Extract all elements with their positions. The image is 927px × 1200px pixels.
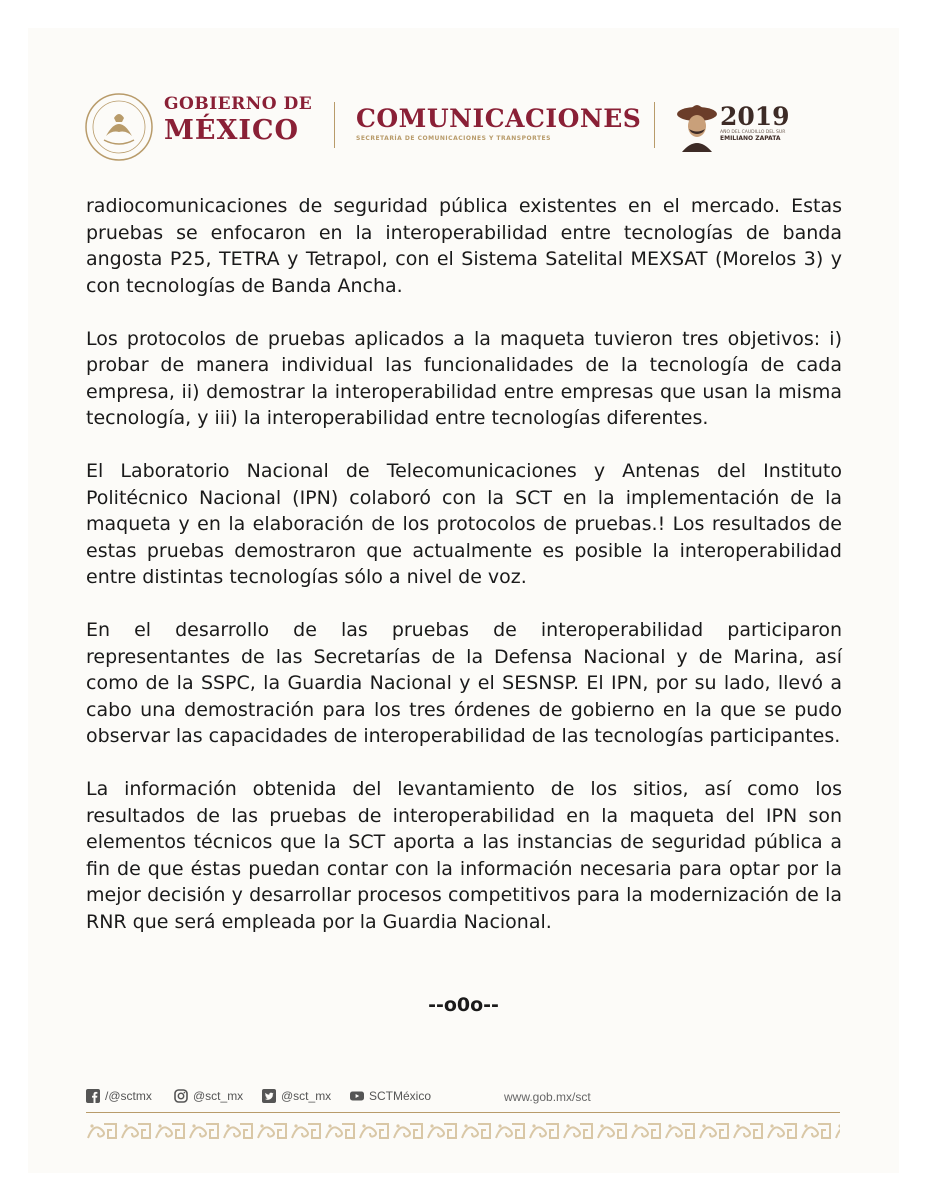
twitter-link[interactable] (262, 1089, 331, 1103)
twitter-icon (262, 1089, 276, 1103)
facebook-link[interactable] (86, 1089, 152, 1103)
closing-mark: --o0o-- (428, 994, 499, 1016)
twitter-handle: @sct_mx (281, 1089, 332, 1103)
paragraph: La información obtenida del levantamiento de los sitios, así como los resultados de las pruebas de interoperabilidad en la maqueta del IPN son elementos técnicos que la SCT aporta a las instancias de seguridad pública a fin de que éstas puedan contar con la información necesaria para optar por la mejor decisión y desarrollar procesos competitivos para la modernización de la RNR que será empleada por la Guardia Nacional. (86, 778, 842, 933)
ministry-logo (356, 106, 641, 142)
footer-social (86, 1089, 846, 1109)
gob-line2: MÉXICO (164, 115, 300, 146)
instagram-handle: @sct_mx (193, 1089, 244, 1103)
youtube-link[interactable] (350, 1089, 431, 1103)
paragraph: El Laboratorio Nacional de Telecomunicaciones y Antenas del Instituto Politécnico Nacional (IPN) colaboró con la SCT en la implementación de la maqueta y en la elaboración de los protocolos de pruebas.! Los resultados de estas pruebas demostraron que actualmente es posible la interoperabilidad entre distintas tecnologías sólo a nivel de voz. (86, 460, 842, 588)
zapata-portrait-icon (676, 100, 718, 152)
footer-rule (86, 1112, 840, 1113)
letterhead (84, 92, 804, 162)
website-link[interactable]: www.gob.mx/sct (504, 1090, 591, 1104)
year-honoree: EMILIANO ZAPATA (720, 134, 781, 142)
youtube-icon (350, 1089, 364, 1103)
youtube-channel: SCTMéxico (369, 1089, 432, 1103)
year-caption: AÑO DEL CAUDILLO DEL SUR (720, 130, 786, 135)
instagram-link[interactable] (174, 1089, 243, 1103)
paragraph: En el desarrollo de las pruebas de interoperabilidad participaron representantes de las Secretarías de la Defensa Nacional y de Marina, así como de la SSPC, la Guardia Nacional y el SESNSP. El IPN, por su lado, llevó a cabo una demostración para los tres órdenes de gobierno en la que se pudo observar las capacidades de interoperabilidad de las tecnologías participantes. (86, 619, 842, 747)
year-number: 2019 (720, 102, 790, 131)
gob-line1: GOBIERNO DE (164, 94, 313, 114)
instagram-icon (174, 1089, 188, 1103)
paragraph: Los protocolos de pruebas aplicados a la maqueta tuvieron tres objetivos: i) probar de manera individual las funcionalidades de la tecnología de cada empresa, ii) demostrar la interoperabilidad entre empresas que usan la misma tecnología, y iii) la interoperabilidad entre tecnologías diferentes. (86, 327, 842, 429)
divider (654, 102, 655, 148)
press-release-body (86, 193, 842, 962)
facebook-icon (86, 1089, 100, 1103)
decorative-pattern (86, 1120, 840, 1142)
ministry-title: COMUNICACIONES (356, 104, 642, 133)
year-badge (720, 104, 790, 142)
national-seal-icon (84, 92, 154, 162)
ministry-subtitle: SECRETARÍA DE COMUNICACIONES Y TRANSPORTES (356, 135, 551, 142)
government-logo-text (164, 96, 312, 144)
divider (334, 102, 335, 148)
paragraph: radiocomunicaciones de seguridad pública existentes en el mercado. Estas pruebas se enfocaron en la interoperabilidad entre tecnologías de banda angosta P25, TETRA y Tetrapol, con el Sistema Satelital MEXSAT (Morelos 3) y con tecnologías de Banda Ancha. (86, 195, 842, 297)
facebook-handle: /@sctmx (105, 1089, 152, 1103)
